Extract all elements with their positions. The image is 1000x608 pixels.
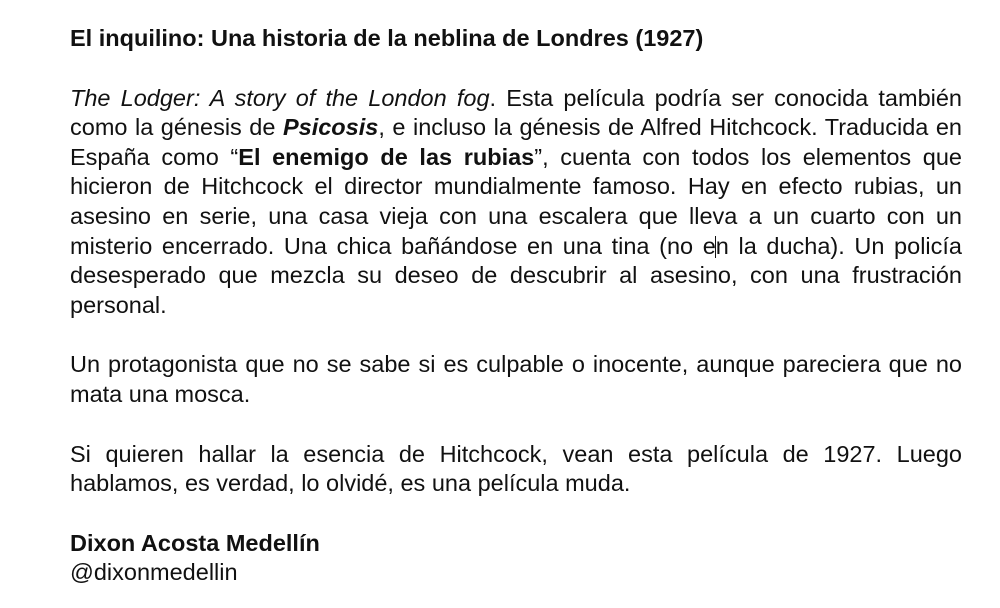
article-title: El inquilino: Una historia de la neblina de Londres (1927) (70, 25, 704, 51)
original-film-title: The Lodger: A story of the London fog (70, 84, 490, 111)
author-name: Dixon Acosta Medellín (70, 529, 320, 556)
paragraph-1-text-d: n la ducha). Un policía desesperado que mezcla su deseo de descubrir al asesino, con una frustración personal. (70, 232, 962, 318)
paragraph-1-text-b: , e incluso la génesis de Alfred Hitchcock. Traducida en España como “ (70, 114, 962, 170)
psicosis-title: Psicosis (282, 114, 379, 141)
paragraph-1-text-c: ”, cuenta con todos los elementos que hicieron de Hitchcock el director mundialmente famoso. Hay en efecto rubias, un asesino en serie, una casa vieja con una escalera que lleva a un cuarto con un misterio encerrado. Una chica bañándose en una tina (no e (70, 143, 962, 259)
spanish-film-title: El enemigo de las rubias (238, 143, 535, 170)
paragraph-1 (70, 84, 962, 321)
document-page (70, 24, 962, 588)
paragraph-3: Si quieren hallar la esencia de Hitchcock, vean esta película de 1927. Luego hablamos, es verdad, lo olvidé, es una película muda. (70, 440, 962, 497)
paragraph-2: Un protagonista que no se sabe si es culpable o inocente, aunque pareciera que no mata una mosca. (70, 351, 962, 407)
paragraph-1-text-a: . Esta película podría ser conocida también como la génesis de (70, 84, 962, 141)
author-handle: @dixonmedellin (70, 559, 238, 586)
